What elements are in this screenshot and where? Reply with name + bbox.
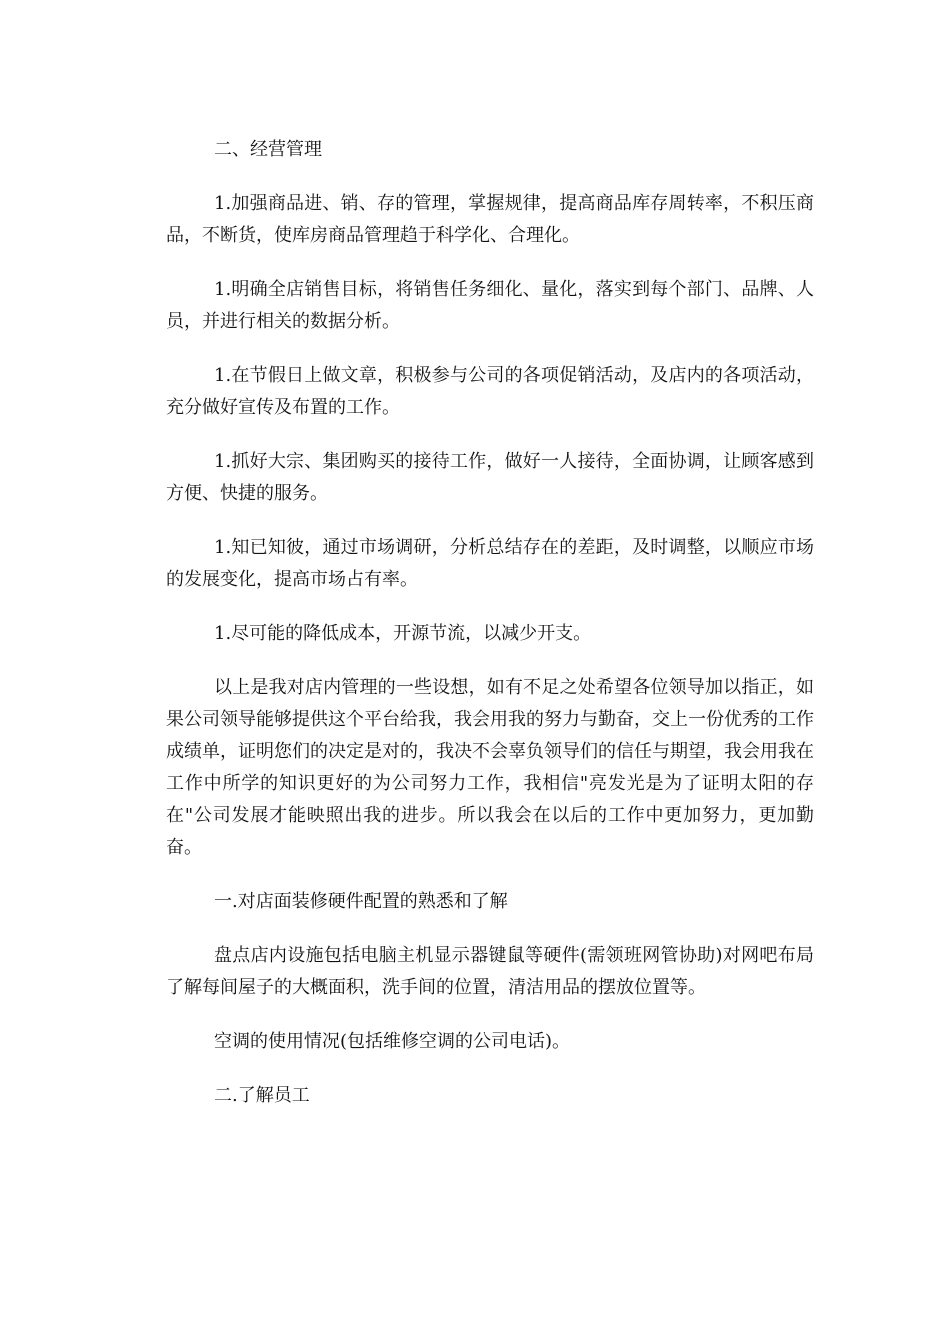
paragraph-air-conditioning: 空调的使用情况(包括维修空调的公司电话)。: [214, 1031, 571, 1052]
paragraph-market-research: 1.知已知彼，通过市场调研，分析总结存在的差距，及时调整，以顺应市场的发展变化，提高市场占有率。: [166, 537, 814, 590]
paragraph-inventory-facilities: 盘点店内设施包括电脑主机显示器键鼠等硬件(需领班网管协助)对网吧布局了解每间屋子的大概面积，洗手间的位置，清洁用品的摆放位置等。: [166, 945, 814, 998]
section-heading-staff: 二.了解员工: [214, 1085, 310, 1106]
paragraph-holiday-promotions: 1.在节假日上做文章，积极参与公司的各项促销活动，及店内的各项活动，充分做好宣传及布置的工作。: [166, 365, 814, 418]
paragraph-sales-targets: 1.明确全店销售目标，将销售任务细化、量化，落实到每个部门、品牌、人员，并进行相关的数据分析。: [166, 279, 814, 332]
paragraph-cost-reduction: 1.尽可能的降低成本，开源节流，以减少开支。: [214, 623, 592, 644]
paragraph-group-purchases: 1.抓好大宗、集团购买的接待工作，做好一人接待，全面协调，让顾客感到方便、快捷的服务。: [166, 451, 814, 504]
section-heading-operations: 二、经营管理: [214, 139, 322, 160]
document-body: [166, 134, 814, 1134]
paragraph-conclusion: 以上是我对店内管理的一些设想，如有不足之处希望各位领导加以指正，如果公司领导能够提供这个平台给我，我会用我的努力与勤奋，交上一份优秀的工作成绩单，证明您们的决定是对的，我决不会辜负领导们的信任与期望，我会用我在工作中所学的知识更好的为公司努力工作，我相信"亮发光是为了证明太阳的存在"公司发展才能映照出我的进步。所以我会在以后的工作中更加努力，更加勤奋。: [166, 677, 814, 858]
paragraph-inventory-management: 1.加强商品进、销、存的管理，掌握规律，提高商品库存周转率，不积压商品，不断货，使库房商品管理趋于科学化、合理化。: [166, 193, 814, 246]
section-heading-hardware: 一.对店面装修硬件配置的熟悉和了解: [214, 891, 508, 912]
